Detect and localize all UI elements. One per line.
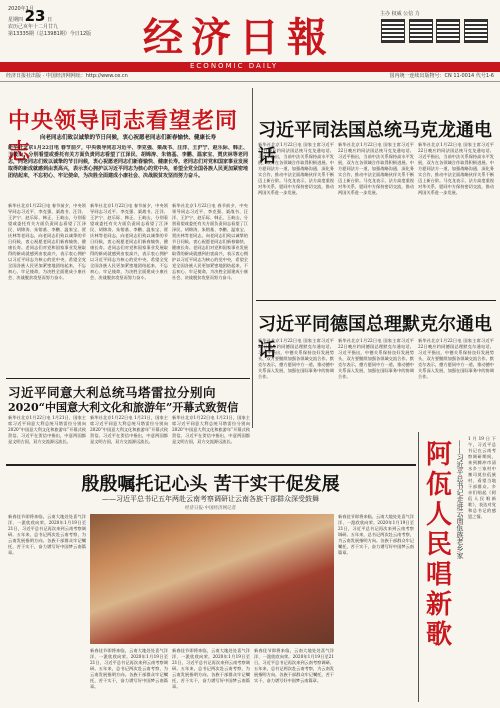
france-body-col-1: 新华社北京1月22日电 国家主席习近平22日晚应约同法国总统马克龙通电话。习近平指出，当前中法关系保持高水平发展，双方在各领域合作取得积极进展。中方愿同法方一道，加强战略沟通，深化务实合作，推动中法全面战略伙伴关系不断迈上新台阶。马克龙表示，法方高度重视对华关系，愿同中方保持密切交流，推动两国关系进一步发展。	[258, 142, 334, 195]
france-body-col-3: 新华社北京1月22日电 国家主席习近平22日晚应约同法国总统马克龙通电话。习近平指出，当前中法关系保持高水平发展，双方在各领域合作取得积极进展。中方愿同法方一道，加强战略沟通，深化务实合作，推动中法全面战略伙伴关系不断迈上新台阶。马克龙表示，法方高度重视对华关系，愿同中方保持密切交流，推动两国关系进一步发展。	[418, 142, 494, 195]
italy-headline-line-1: 习近平同意大利总统马塔雷拉分别向	[8, 385, 217, 400]
site-info: 经济日报社出版 · 中国经济网网址：http://www.ce.cn	[6, 73, 128, 79]
yunnan-headline: 殷殷嘱托记心头 苦干实干促发展	[81, 474, 340, 495]
yunnan-body-col-1: 新春佳节即将来临，云南大地处处喜气洋洋、一派欣欣向荣。2020年1月19日至21日，习近平总书记再次来到云南考察调研。五年来，总书记两次赴云南考察，为云南发展指明方向。各族干部群众牢记嘱托，苦干实干，奋力谱写好中国梦云南篇章。	[8, 514, 86, 555]
section-divider	[256, 300, 496, 301]
main-body-col-3: 新华社北京1月22日电 春节前夕，中央领导同志习近平、李克强、栗战书、汪洋、王沪宁、赵乐际、韩正、王岐山，分别看望或委托有关方面负责同志看望了江泽民、胡锦涛、朱镕基、李鹏、温家宝、贾庆林等老同志，向老同志们致以诚挚的节日问候，衷心祝愿老同志们新春愉快、健康长寿。老同志们对党和国家事业发展取得的新成就感到由衷高兴，表示衷心拥护以习近平同志为核心的党中央，希望全党全国各族人民更加紧密地团结起来，不忘初心、牢记使命，为决胜全面建成小康社会、决战脱贫攻坚而努力奋斗。	[172, 203, 248, 280]
main-body-col-1: 新华社北京1月22日电 春节前夕，中央领导同志习近平、李克强、栗战书、汪洋、王沪宁、赵乐际、韩正、王岐山，分别看望或委托有关方面负责同志看望了江泽民、胡锦涛、朱镕基、李鹏、温家宝、贾庆林等老同志，向老同志们致以诚挚的节日问候，衷心祝愿老同志们新春愉快、健康长寿。老同志们对党和国家事业发展取得的新成就感到由衷高兴，表示衷心拥护以习近平同志为核心的党中央，希望全党全国各族人民更加紧密地团结起来，不忘初心、牢记使命，为决胜全面建成小康社会、决战脱贫攻坚而努力奋斗。	[8, 203, 86, 280]
section-divider	[6, 464, 416, 466]
main-body-col-2: 新华社北京1月22日电 春节前夕，中央领导同志习近平、李克强、栗战书、汪洋、王沪宁、赵乐际、韩正、王岐山，分别看望或委托有关方面负责同志看望了江泽民、胡锦涛、朱镕基、李鹏、温家宝、贾庆林等老同志，向老同志们致以诚挚的节日问候，衷心祝愿老同志们新春愉快、健康长寿。老同志们对党和国家事业发展取得的新成就感到由衷高兴，表示衷心拥护以习近平同志为核心的党中央，希望全党全国各族人民更加紧密地团结起来，不忘初心、牢记使命，为决胜全面建成小康社会、决战脱贫攻坚而努力奋斗。	[90, 203, 168, 280]
day-number: 23	[24, 7, 46, 25]
column-divider	[252, 88, 253, 428]
yunnan-body-col-5: 新春佳节即将来临，云南大地处处喜气洋洋、一派欣欣向荣。2020年1月19日至21日，习近平总书记再次来到云南考察调研。五年来，总书记两次赴云南考察，为云南发展指明方向。各族干部群众牢记嘱托，苦干实干，奋力谱写好中国梦云南篇章。	[338, 514, 414, 555]
publisher-label: 主办 权威 公信 力	[380, 11, 420, 17]
italy-headline-line-2: 2020“中国意大利文化和旅游年”开幕式致贺信	[8, 401, 239, 414]
germany-body-col-1: 新华社北京1月22日电 国家主席习近平22日晚应约同德国总理默克尔通电话。习近平指出，中德关系保持良好发展势头，双方要继续加强各领域交流合作。默克尔表示，德方愿同中方一道，推动德中关系深入发展，加强在国际事务中的协调合作。	[258, 338, 334, 379]
sidebar-headline: 阿佤人民唱新歌	[425, 440, 452, 650]
main-summary: 新华社北京1月22日电 春节前夕，中央领导同志习近平、李克强、栗战书、汪洋、王沪宁、赵乐际、韩正、王岐山，分别看望或委托有关方面负责同志看望了江泽民、胡锦涛、朱镕基、李鹏、温家宝、贾庆林等老同志，向老同志们致以诚挚的节日问候，衷心祝愿老同志们新春愉快、健康长寿。老同志们对党和国家事业发展取得的新成就感到由衷高兴，表示衷心拥护以习近平同志为核心的党中央，希望全党全国各族人民更加紧密地团结起来，不忘初心、牢记使命，为决胜全面建成小康社会、决战脱贫攻坚而努力奋斗。	[8, 145, 248, 179]
yunnan-body-col-3: 新春佳节即将来临，云南大地处处喜气洋洋、一派欣欣向荣。2020年1月19日至21日，习近平总书记再次来到云南考察调研。五年来，总书记两次赴云南考察，为云南发展指明方向。各族干部群众牢记嘱托，苦干实干，奋力谱写好中国梦云南篇章。	[172, 648, 250, 689]
main-lead: 向老同志们致以诚挚的节日问候，衷心祝愿老同志们新春愉快、健康长寿	[39, 135, 216, 141]
weekday: 星期四	[8, 17, 24, 23]
qr-code-icon[interactable]	[409, 19, 433, 43]
masthead-right-block	[380, 10, 496, 47]
italy-body-col-2: 新华社北京1月22日电 1月21日，国家主席习近平同意大利总统马塔雷拉分别向2020“中国意大利文化和旅游年”开幕式致贺信。习近平在贺信中指出，中意两国都是文明古国，双方交流源远流长。	[90, 415, 168, 444]
yunnan-body-col-2: 新春佳节即将来临，云南大地处处喜气洋洋、一派欣欣向荣。2020年1月19日至21日，习近平总书记再次来到云南考察调研。五年来，总书记两次赴云南考察，为云南发展指明方向。各族干部群众牢记嘱托，苦干实干，奋力谱写好中国梦云南篇章。	[90, 648, 168, 689]
sidebar-subtitle: ——习近平总书记走进云南佤族老乡家	[456, 440, 464, 559]
qr-code-icon[interactable]	[436, 19, 460, 43]
germany-headline: 习近平同德国总理默克尔通电话	[258, 314, 492, 361]
germany-body-col-2: 新华社北京1月22日电 国家主席习近平22日晚应约同德国总理默克尔通电话。习近平指出，中德关系保持良好发展势头，双方要继续加强各领域交流合作。默克尔表示，德方愿同中方一道，推动德中关系深入发展，加强在国际事务中的协调合作。	[338, 338, 414, 379]
newspaper-title: 经济日報	[143, 14, 335, 61]
day-label: 日	[47, 17, 53, 23]
france-headline: 习近平同法国总统马克龙通电话	[258, 120, 492, 167]
masthead-date-block	[8, 6, 133, 38]
issue-number: 第13335期（总13981期）今日12版	[8, 31, 92, 37]
france-body-col-2: 新华社北京1月22日电 国家主席习近平22日晚应约同法国总统马克龙通电话。习近平指出，当前中法关系保持高水平发展，双方在各领域合作取得积极进展。中方愿同法方一道，加强战略沟通，深化务实合作，推动中法全面战略伙伴关系不断迈上新台阶。马克龙表示，法方高度重视对华关系，愿同中方保持密切交流，推动两国关系进一步发展。	[338, 142, 414, 195]
sidebar-body: 1月19日下午，习近平总书记在云南考察调研期间，来到腾冲市清水乡三家村中寨司莫拉佤族村，看望当地干部群众。乡亲们唱起《阿佤人民唱新歌》，表达对党和总书记的感恩之情。	[468, 436, 496, 519]
date-line: 2020年1月	[8, 6, 34, 12]
qr-code-icon[interactable]	[381, 19, 405, 43]
publication-info-bar	[0, 72, 500, 82]
lunar-date: 农历己亥年十二月廿九	[8, 24, 59, 30]
italy-body-col-3: 新华社北京1月22日电 1月21日，国家主席习近平同意大利总统马塔雷拉分别向2020“中国意大利文化和旅游年”开幕式致贺信。习近平在贺信中指出，中意两国都是文明古国，双方交流源远流长。	[172, 415, 250, 444]
section-divider	[6, 378, 250, 379]
italy-body-col-1: 新华社北京1月22日电 1月21日，国家主席习近平同意大利总统马塔雷拉分别向2020“中国意大利文化和旅游年”开幕式致贺信。习近平在贺信中指出，中意两国都是文明古国，双方交流源远流长。	[8, 415, 86, 444]
yunnan-subtitle: ——习近平总书记五年两赴云南考察调研让云南各族干部群众深受鼓舞	[102, 495, 319, 503]
yunnan-body-col-4: 新春佳节即将来临，云南大地处处喜气洋洋、一派欣欣向荣。2020年1月19日至21日，习近平总书记再次来到云南考察调研。五年来，总书记两次赴云南考察，为云南发展指明方向。各族干部群众牢记嘱托，苦干实干，奋力谱写好中国梦云南篇章。	[254, 648, 334, 683]
yunnan-byline: 经济日报·中国经济网记者	[185, 506, 236, 511]
column-divider	[418, 432, 419, 702]
yunnan-photo	[90, 514, 334, 644]
english-name: ECONOMIC DAILY	[190, 62, 279, 70]
qr-code-icon[interactable]	[464, 19, 488, 43]
germany-body-col-3: 新华社北京1月22日电 国家主席习近平22日晚应约同德国总理默克尔通电话。习近平指出，中德关系保持良好发展势头，双方要继续加强各领域交流合作。默克尔表示，德方愿同中方一道，推动德中关系深入发展，加强在国际事务中的协调合作。	[418, 338, 494, 379]
serial-code: 国内统一连续出版物号：CN 11-0014 代号1-6	[389, 73, 494, 79]
main-headline: 中央领导同志看望老同志	[8, 108, 239, 165]
